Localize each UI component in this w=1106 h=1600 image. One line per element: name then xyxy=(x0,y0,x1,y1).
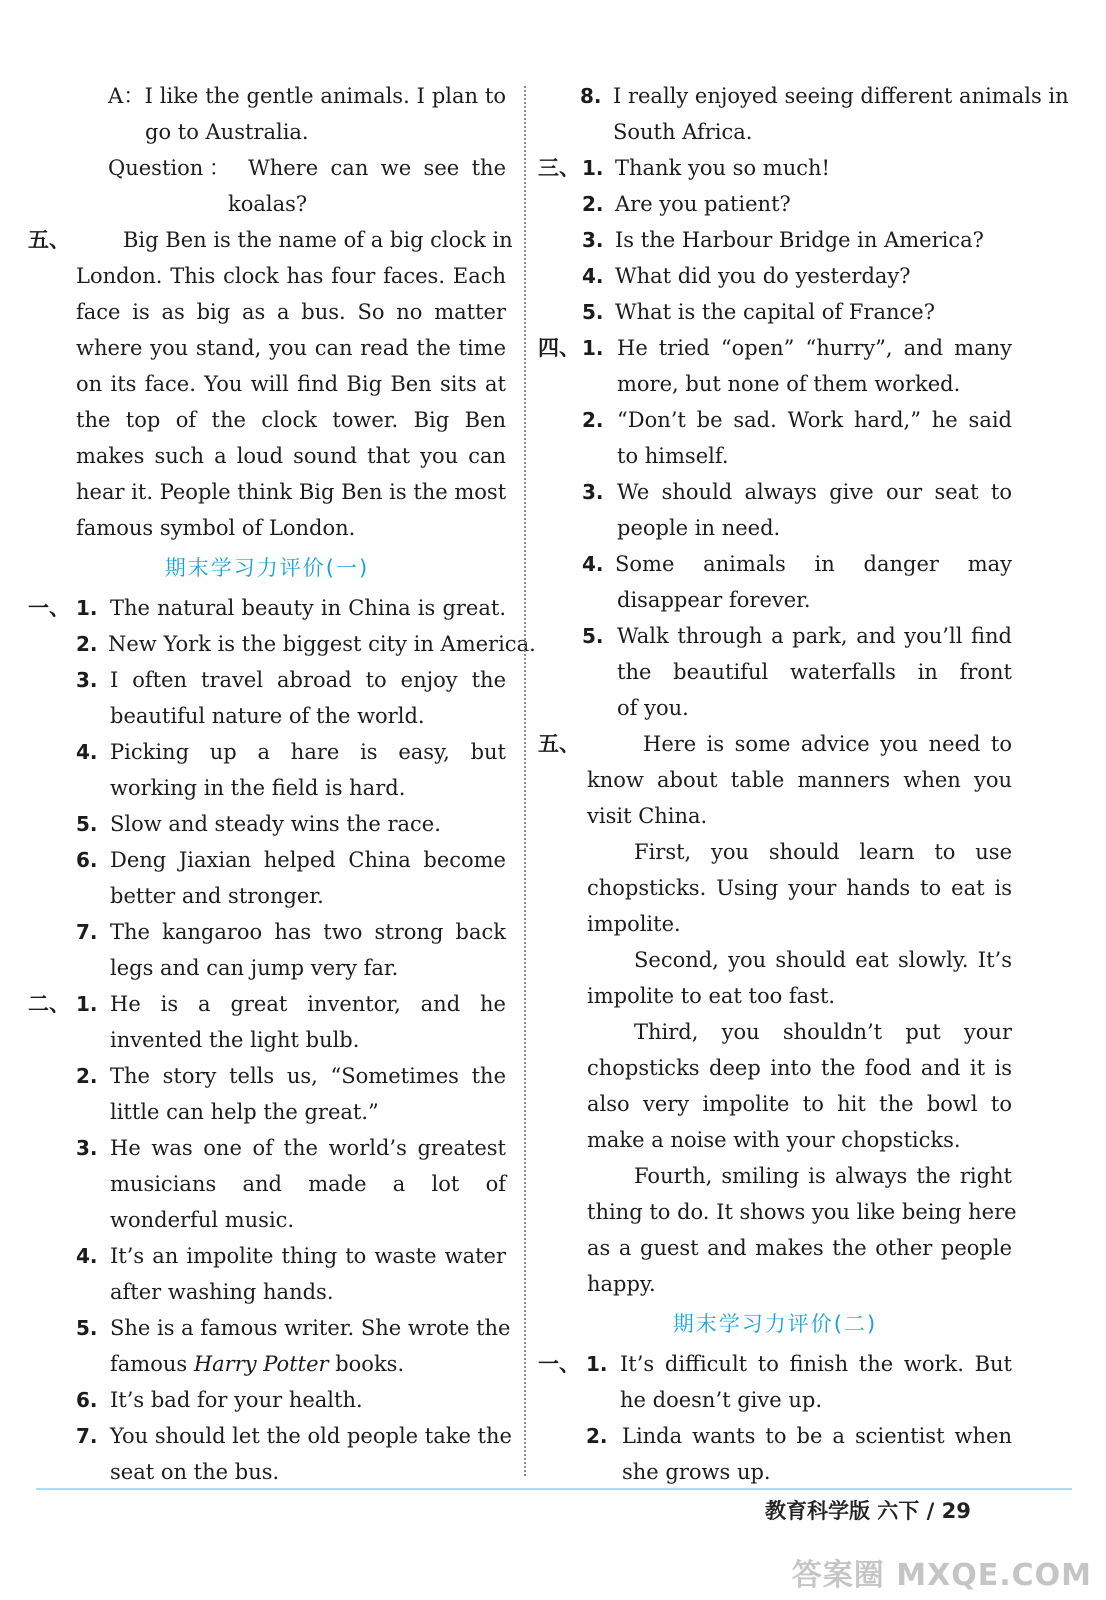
answer-line: better and stronger. xyxy=(110,884,324,908)
passage-line: know about table manners when you xyxy=(587,768,1012,792)
passage-line: on its face. You will find Big Ben sits at xyxy=(76,372,506,396)
answer-line: people in need. xyxy=(617,516,781,540)
answer-line: 8. I really enjoyed seeing different animals in xyxy=(538,78,1012,114)
answer-line: 3. We should always give our seat to xyxy=(538,474,1012,510)
column-divider xyxy=(524,86,526,1476)
passage-line: as a guest and makes the other people xyxy=(587,1236,1012,1260)
answer-line: 四、 1. He tried “open” “hurry”, and many xyxy=(538,330,1012,366)
answer-line: wonderful music. xyxy=(110,1208,295,1232)
answer-line: 5. What is the capital of France? xyxy=(538,294,1012,330)
item-number: 5. xyxy=(582,624,604,648)
item-number: 5. xyxy=(76,1316,98,1340)
passage-line: Third, you shouldn’t put your xyxy=(634,1020,1012,1044)
answer-line: of you. xyxy=(617,696,689,720)
answer-line: 4. Picking up a hare is easy, but xyxy=(28,734,506,770)
item-number: 2. xyxy=(76,632,98,656)
answer-line: legs and can jump very far. xyxy=(110,956,399,980)
answer-line: 5. Slow and steady wins the race. xyxy=(28,806,506,842)
passage-line: famous symbol of London. xyxy=(76,516,356,540)
item-number: 1. xyxy=(586,1352,608,1376)
answer-line: 2. The story tells us, “Sometimes the xyxy=(28,1058,506,1094)
passage-line: Fourth, smiling is always the right xyxy=(634,1164,1012,1188)
answer-line: 7. The kangaroo has two strong back xyxy=(28,914,506,950)
answer-line: little can help the great.” xyxy=(110,1100,379,1124)
answer-line: koalas? xyxy=(228,192,308,216)
item-number: 1. xyxy=(76,596,98,620)
book-title: Harry Potter xyxy=(193,1352,329,1376)
answer-line: 6. Deng Jiaxian helped China become xyxy=(28,842,506,878)
answer-line: 2. Linda wants to be a scientist when xyxy=(538,1418,1012,1454)
answer-line: South Africa. xyxy=(613,120,753,144)
answer-line: he doesn’t give up. xyxy=(620,1388,823,1412)
passage-line: Second, you should eat slowly. It’s xyxy=(634,948,1012,972)
item-number: 1. xyxy=(582,336,604,360)
answer-line: 2. Are you patient? xyxy=(538,186,1012,222)
item-number: 4. xyxy=(76,740,98,764)
item-number: 4. xyxy=(582,552,604,576)
section-marker: 一、 xyxy=(28,596,70,620)
item-number: 2. xyxy=(582,408,604,432)
answer-line: beautiful nature of the world. xyxy=(110,704,425,728)
passage-line: chopsticks deep into the food and it is xyxy=(587,1056,1012,1080)
answer-line: working in the field is hard. xyxy=(110,776,406,800)
answer-line: 3. Is the Harbour Bridge in America? xyxy=(538,222,1012,258)
answer-line: 3. He was one of the world’s greatest xyxy=(28,1130,506,1166)
item-number: 3. xyxy=(76,668,98,692)
section-marker: 一、 xyxy=(538,1352,580,1376)
item-number: 5. xyxy=(76,812,98,836)
item-number: 4. xyxy=(582,264,604,288)
answer-line: A：I like the gentle animals. I plan to xyxy=(108,84,506,108)
answer-line: after washing hands. xyxy=(110,1280,334,1304)
section-marker: 五、 xyxy=(28,228,70,252)
page-footer: 教育科学版 六下 / 29 xyxy=(765,1499,971,1523)
passage-line: make a noise with your chopsticks. xyxy=(587,1128,961,1152)
passage-line: impolite to eat too fast. xyxy=(587,984,836,1008)
passage-line: hear it. People think Big Ben is the most xyxy=(76,480,507,504)
item-number: 3. xyxy=(582,228,604,252)
left-column xyxy=(28,78,536,1490)
watermark-logo: 答案圈 MXQE.COM xyxy=(791,1558,1092,1593)
answer-line: disappear forever. xyxy=(617,588,811,612)
passage-line: 五、 Here is some advice you need to xyxy=(538,726,1012,762)
answer-line: seat on the bus. xyxy=(110,1460,280,1484)
answer-line: famous Harry Potter books. xyxy=(110,1352,405,1376)
passage-line: where you stand, you can read the time xyxy=(76,336,506,360)
item-number: 6. xyxy=(76,848,98,872)
answer-line: 7. You should let the old people take the xyxy=(28,1418,506,1454)
section-heading: 期末学习力评价(二) xyxy=(672,1312,878,1336)
item-number: 6. xyxy=(76,1388,98,1412)
footer-rule xyxy=(36,1488,1072,1490)
item-number: 4. xyxy=(76,1244,98,1268)
passage-line: First, you should learn to use xyxy=(634,840,1012,864)
answer-line: Question： Where can we see the xyxy=(108,156,506,180)
answer-line: 二、 1. He is a great inventor, and he xyxy=(28,986,506,1022)
section-marker: 四、 xyxy=(538,336,580,360)
answer-line: more, but none of them worked. xyxy=(617,372,961,396)
answer-line: 4. It’s an impolite thing to waste water xyxy=(28,1238,506,1274)
answer-line: to himself. xyxy=(617,444,729,468)
answer-line: 一、 1. It’s difficult to finish the work. But xyxy=(538,1346,1012,1382)
passage-line: impolite. xyxy=(587,912,681,936)
answer-line: musicians and made a lot of xyxy=(110,1172,506,1196)
item-number: 7. xyxy=(76,920,98,944)
right-column xyxy=(538,78,1069,1490)
item-number: 3. xyxy=(76,1136,98,1160)
item-number: 2. xyxy=(586,1424,608,1448)
answer-line: 5. Walk through a park, and you’ll find xyxy=(538,618,1012,654)
item-number: 8. xyxy=(580,84,602,108)
passage-line: thing to do. It shows you like being here xyxy=(587,1200,1017,1224)
answer-line: 一、 1. The natural beauty in China is great. xyxy=(28,590,506,626)
answer-line: she grows up. xyxy=(622,1460,771,1484)
section-heading: 期末学习力评价(一) xyxy=(164,556,370,580)
item-number: 1. xyxy=(76,992,98,1016)
passage-line: 五、 Big Ben is the name of a big clock in xyxy=(28,222,506,258)
item-number: 2. xyxy=(76,1064,98,1088)
passage-line: chopsticks. Using your hands to eat is xyxy=(587,876,1012,900)
passage-line: happy. xyxy=(587,1272,656,1296)
passage-line: visit China. xyxy=(587,804,708,828)
item-number: 2. xyxy=(582,192,604,216)
passage-line: also very impolite to hit the bowl to xyxy=(587,1092,1012,1116)
passage-line: face is as big as a bus. So no matter xyxy=(76,300,506,324)
item-number: 3. xyxy=(582,480,604,504)
answer-line: 3. I often travel abroad to enjoy the xyxy=(28,662,506,698)
section-marker: 五、 xyxy=(538,732,580,756)
section-marker: 三、 xyxy=(538,156,580,180)
answer-line: 4. Some animals in danger may xyxy=(538,546,1012,582)
answer-line: go to Australia. xyxy=(145,120,309,144)
answer-line: 2. New York is the biggest city in America. xyxy=(28,626,506,662)
passage-line: makes such a loud sound that you can xyxy=(76,444,506,468)
item-number: 1. xyxy=(582,156,604,180)
answer-line: the beautiful waterfalls in front xyxy=(617,660,1012,684)
section-marker: 二、 xyxy=(28,992,70,1016)
answer-line: 4. What did you do yesterday? xyxy=(538,258,1012,294)
passage-line: the top of the clock tower. Big Ben xyxy=(76,408,506,432)
answer-line: 5. She is a famous writer. She wrote the xyxy=(28,1310,506,1346)
answer-line: 三、 1. Thank you so much! xyxy=(538,150,1012,186)
passage-line: London. This clock has four faces. Each xyxy=(76,264,506,288)
item-number: 7. xyxy=(76,1424,98,1448)
answer-line: 6. It’s bad for your health. xyxy=(28,1382,506,1418)
answer-line: 2. “Don’t be sad. Work hard,” he said xyxy=(538,402,1012,438)
item-number: 5. xyxy=(582,300,604,324)
answer-line: invented the light bulb. xyxy=(110,1028,360,1052)
